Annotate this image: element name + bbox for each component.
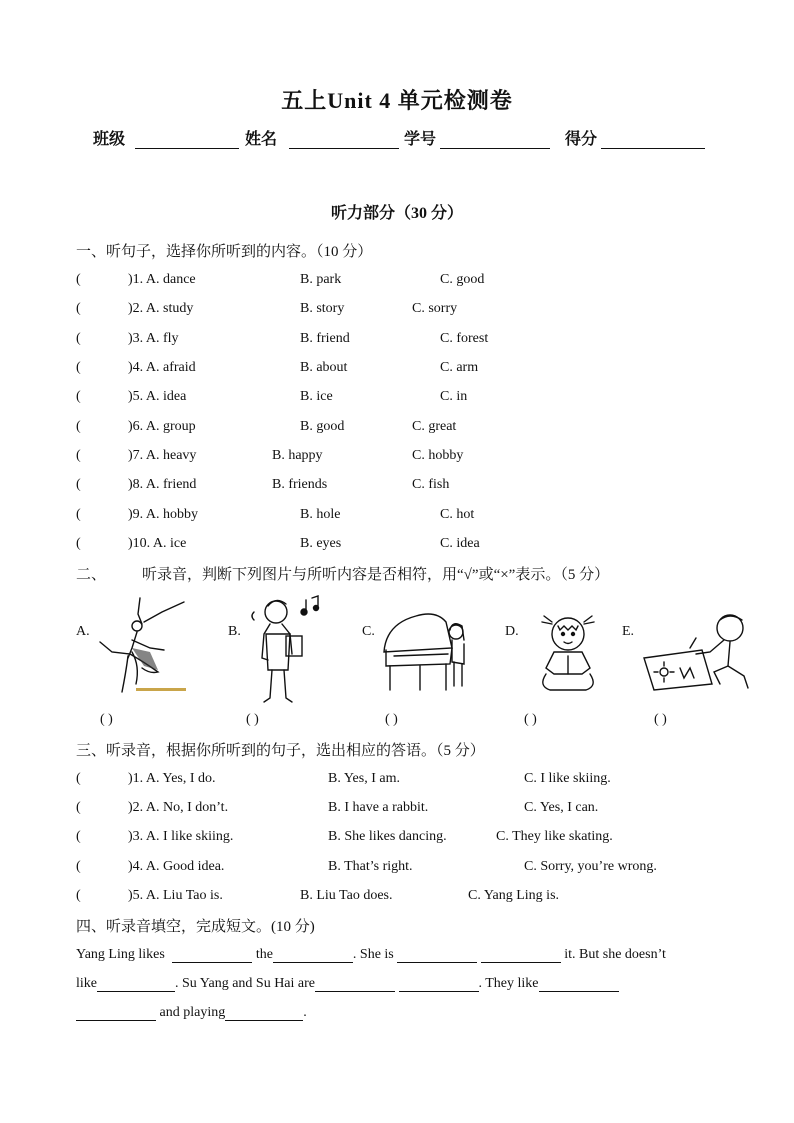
- option-b: B. Yes, I am.: [328, 771, 400, 786]
- singer-picture: [246, 594, 328, 706]
- part4-heading: 四、听录音填空，完成短文。(10 分): [76, 919, 315, 935]
- child-drawing-picture: [640, 610, 752, 692]
- blank-1[interactable]: [172, 948, 252, 963]
- cloze-text: .: [303, 1005, 307, 1020]
- option-a: )6. A. group: [128, 419, 196, 434]
- blank-5[interactable]: [97, 977, 175, 992]
- answer-paren[interactable]: (: [76, 360, 81, 375]
- option-c: C. fish: [412, 477, 450, 492]
- picture-label-b: B.: [228, 624, 241, 639]
- blank-10[interactable]: [225, 1006, 303, 1021]
- option-a: )5. A. Liu Tao is.: [128, 888, 223, 903]
- blank-7[interactable]: [399, 977, 479, 992]
- option-a: )10. A. ice: [128, 536, 187, 551]
- option-a: )2. A. study: [128, 301, 194, 316]
- class-field: [93, 126, 239, 149]
- answer-paren[interactable]: (: [76, 477, 81, 492]
- ballet-dancer-picture: [92, 592, 190, 696]
- option-a: )2. A. No, I don’t.: [128, 800, 229, 815]
- answer-paren-e[interactable]: ( ): [654, 712, 667, 727]
- option-c: C. in: [440, 389, 468, 404]
- option-b: B. She likes dancing.: [328, 829, 447, 844]
- score-field: [565, 126, 705, 149]
- option-a: )8. A. friend: [128, 477, 197, 492]
- option-b: B. friend: [300, 331, 350, 346]
- student-id-input[interactable]: [440, 132, 550, 149]
- cloze-line-3: [76, 1005, 307, 1021]
- option-a: )4. A. afraid: [128, 360, 196, 375]
- cloze-text: and playing: [159, 1005, 226, 1020]
- answer-paren[interactable]: (: [76, 536, 81, 551]
- option-b: B. park: [300, 272, 342, 287]
- answer-paren-b[interactable]: ( ): [246, 712, 259, 727]
- score-label: 得分: [565, 131, 598, 148]
- cloze-text: . Su Yang and Su Hai are: [175, 976, 315, 991]
- cloze-text: the: [255, 947, 273, 962]
- option-c: C. idea: [440, 536, 480, 551]
- option-b: B. I have a rabbit.: [328, 800, 429, 815]
- blank-4[interactable]: [481, 948, 561, 963]
- option-b: B. about: [300, 360, 348, 375]
- blank-8[interactable]: [539, 977, 619, 992]
- student-id-label: 学号: [404, 131, 437, 148]
- cloze-line-2: [76, 976, 619, 992]
- student-id-field: [404, 126, 550, 149]
- option-a: )3. A. fly: [128, 331, 179, 346]
- option-a: )9. A. hobby: [128, 507, 198, 522]
- answer-paren-a[interactable]: ( ): [100, 712, 113, 727]
- cloze-text: it. But she doesn’t: [564, 947, 666, 962]
- option-b: B. friends: [272, 477, 328, 492]
- option-b: B. good: [300, 419, 345, 434]
- answer-paren[interactable]: (: [76, 507, 81, 522]
- answer-paren[interactable]: (: [76, 888, 81, 903]
- option-b: B. That’s right.: [328, 859, 413, 874]
- name-input[interactable]: [289, 132, 399, 149]
- option-a: )1. A. dance: [128, 272, 196, 287]
- blank-9[interactable]: [76, 1006, 156, 1021]
- option-b: B. hole: [300, 507, 341, 522]
- option-c: C. forest: [440, 331, 489, 346]
- option-b: B. Liu Tao does.: [300, 888, 393, 903]
- answer-paren[interactable]: (: [76, 800, 81, 815]
- option-a: )1. A. Yes, I do.: [128, 771, 216, 786]
- option-c: C. I like skiing.: [524, 771, 611, 786]
- cloze-text: Yang Ling likes: [76, 947, 165, 962]
- option-c: C. hot: [440, 507, 475, 522]
- blank-3[interactable]: [397, 948, 477, 963]
- cloze-text: . They like: [478, 976, 539, 991]
- option-c: C. arm: [440, 360, 479, 375]
- part2-number: 二、: [76, 567, 107, 583]
- option-c: C. great: [412, 419, 457, 434]
- piano-picture: [380, 604, 470, 694]
- part1-heading: 一、听句子，选择你所听到的内容。（10 分）: [76, 244, 373, 260]
- blank-2[interactable]: [273, 948, 353, 963]
- answer-paren[interactable]: (: [76, 829, 81, 844]
- name-label: 姓名: [245, 131, 278, 148]
- picture-label-a: A.: [76, 624, 90, 639]
- option-c: C. Yang Ling is.: [468, 888, 560, 903]
- cloze-text: . She is: [352, 947, 394, 962]
- option-b: B. ice: [300, 389, 333, 404]
- option-a: )7. A. heavy: [128, 448, 197, 463]
- picture-label-e: E.: [622, 624, 635, 639]
- class-input[interactable]: [135, 132, 239, 149]
- name-field: [245, 126, 399, 149]
- blank-6[interactable]: [315, 977, 395, 992]
- listening-section-title: 听力部分（30 分）: [330, 205, 463, 222]
- answer-paren[interactable]: (: [76, 771, 81, 786]
- score-input[interactable]: [601, 132, 705, 149]
- option-c: C. good: [440, 272, 485, 287]
- class-label: 班级: [93, 131, 126, 148]
- option-b: B. happy: [272, 448, 323, 463]
- option-c: C. sorry: [412, 301, 458, 316]
- answer-paren[interactable]: (: [76, 331, 81, 346]
- girl-reading-picture: [532, 612, 604, 696]
- option-a: )3. A. I like skiing.: [128, 829, 234, 844]
- option-b: B. story: [300, 301, 345, 316]
- answer-paren[interactable]: (: [76, 389, 81, 404]
- cloze-line-1: [76, 947, 666, 963]
- answer-paren-c[interactable]: ( ): [385, 712, 398, 727]
- answer-paren-d[interactable]: ( ): [524, 712, 537, 727]
- option-c: C. Sorry, you’re wrong.: [524, 859, 657, 874]
- part3-heading: 三、听录音，根据你所听到的句子，选出相应的答语。（5 分）: [76, 743, 485, 759]
- option-c: C. Yes, I can.: [524, 800, 599, 815]
- option-c: C. They like skating.: [496, 829, 613, 844]
- cloze-text: like: [76, 976, 97, 991]
- option-a: )5. A. idea: [128, 389, 187, 404]
- answer-paren[interactable]: (: [76, 301, 81, 316]
- option-a: )4. A. Good idea.: [128, 859, 225, 874]
- answer-paren[interactable]: (: [76, 419, 81, 434]
- part2-instruction: 听录音，判断下列图片与所听内容是否相符，用“√”或“×”表示。（5 分）: [142, 567, 610, 583]
- option-b: B. eyes: [300, 536, 342, 551]
- picture-label-d: D.: [505, 624, 519, 639]
- answer-paren[interactable]: (: [76, 272, 81, 287]
- answer-paren[interactable]: (: [76, 859, 81, 874]
- answer-paren[interactable]: (: [76, 448, 81, 463]
- page-title: 五上Unit 4 单元检测卷: [281, 88, 513, 113]
- picture-label-c: C.: [362, 624, 375, 639]
- option-c: C. hobby: [412, 448, 464, 463]
- part2-heading: [76, 563, 609, 584]
